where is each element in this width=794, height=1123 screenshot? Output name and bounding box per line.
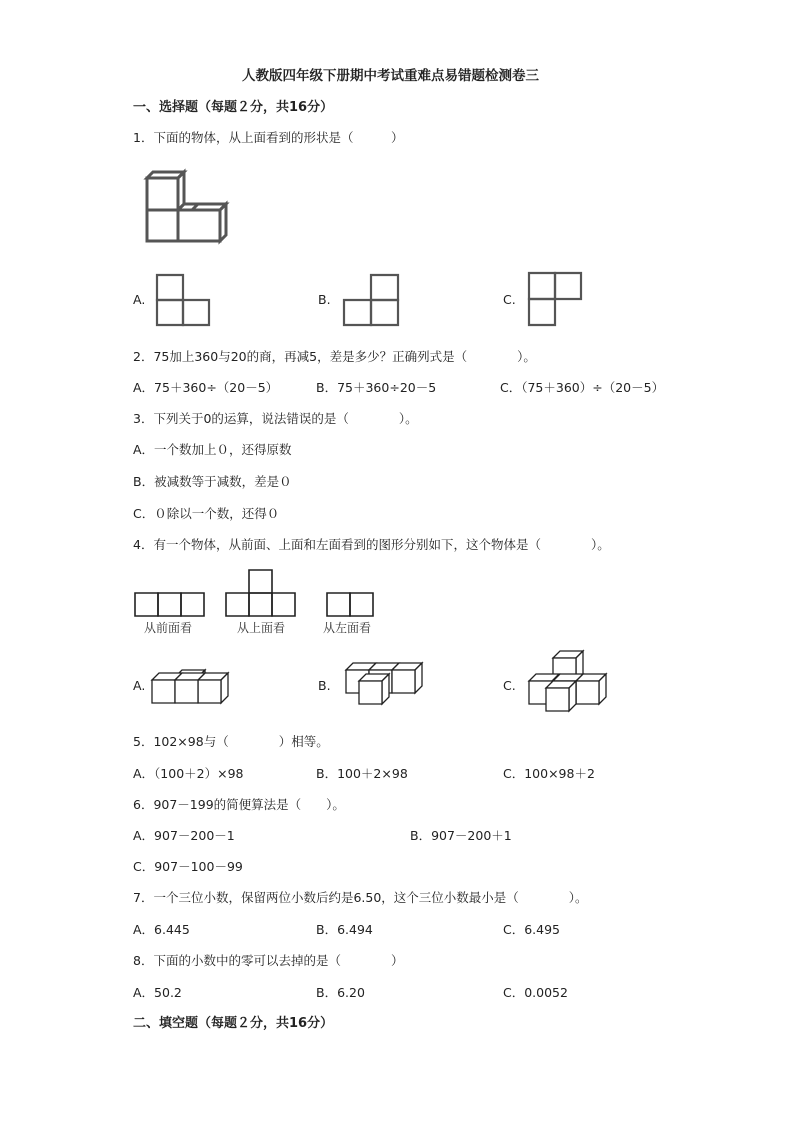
q8-option-c[interactable]: C．0.0052	[503, 985, 568, 1000]
question-4-stem: 4．有一个物体，从前面、上面和左面看到的图形分别如下，这个物体是（ ）。	[133, 537, 610, 552]
q6-option-b[interactable]: B．907－200＋1	[410, 828, 512, 843]
q4-front-view-caption: 从前面看	[144, 621, 193, 635]
q6-option-c[interactable]: C．907－100－99	[133, 859, 243, 874]
q4-option-b-label[interactable]: B.	[318, 678, 331, 693]
section-heading-choice: 一、选择题（每题２分，共16分）	[133, 100, 334, 115]
q4-top-view-figure	[225, 569, 297, 618]
question-6-stem: 6．907－199的简便算法是（ ）。	[133, 797, 345, 812]
q4-option-b-figure	[338, 662, 416, 706]
q8-option-a[interactable]: A．50.2	[133, 985, 182, 1000]
q8-option-b[interactable]: B．6.20	[316, 985, 365, 1000]
q2-option-c[interactable]: C．（75＋360）÷（20－5）	[500, 380, 665, 395]
q4-left-view-caption: 从左面看	[323, 621, 372, 635]
q1-option-a-figure	[156, 274, 210, 326]
question-2-stem: 2．75加上360与20的商，再减5，差是多少？正确列式是（ ）。	[133, 349, 536, 364]
page-title: 人教版四年级下册期中考试重难点易错题检测卷三	[242, 68, 539, 84]
q7-option-c[interactable]: C．6.495	[503, 922, 561, 937]
q7-option-a[interactable]: A．6.445	[133, 922, 190, 937]
q7-option-b[interactable]: B．6.494	[316, 922, 373, 937]
question-5-stem: 5．102×98与（ ）相等。	[133, 734, 329, 749]
q3-option-b[interactable]: B．被减数等于减数，差是０	[133, 474, 292, 489]
question-7-stem: 7．一个三位小数，保留两位小数后约是6.50，这个三位小数最小是（ ）。	[133, 890, 588, 905]
q1-option-c-label[interactable]: C.	[503, 292, 516, 307]
q1-solid-figure	[140, 168, 232, 244]
q5-option-b[interactable]: B．100＋2×98	[316, 766, 408, 781]
q3-option-c[interactable]: C．０除以一个数，还得０	[133, 506, 280, 521]
q1-option-b-label[interactable]: B.	[318, 292, 331, 307]
q4-option-a-label[interactable]: A.	[133, 678, 146, 693]
q4-option-c-label[interactable]: C.	[503, 678, 516, 693]
q5-option-c[interactable]: C．100×98＋2	[503, 766, 595, 781]
q5-option-a[interactable]: A．（100＋2）×98	[133, 766, 244, 781]
q1-option-b-figure	[343, 274, 399, 326]
q2-option-b[interactable]: B．75＋360÷20－5	[316, 380, 437, 395]
q1-option-a-label[interactable]: A.	[133, 292, 146, 307]
section-heading-fill-in: 二、填空题（每题２分，共16分）	[133, 1016, 334, 1031]
q3-option-a[interactable]: A．一个数加上０，还得原数	[133, 442, 292, 457]
q4-left-view-figure	[326, 592, 376, 618]
q4-front-view-figure	[134, 592, 206, 618]
question-3-stem: 3．下列关于0的运算，说法错误的是（ ）。	[133, 411, 418, 426]
q2-option-a[interactable]: A．75＋360÷（20－5）	[133, 380, 279, 395]
q6-option-a[interactable]: A．907－200－1	[133, 828, 235, 843]
q1-option-c-figure	[528, 272, 582, 326]
q4-option-c-figure	[527, 650, 609, 718]
q4-option-a-figure	[150, 664, 226, 704]
q4-top-view-caption: 从上面看	[237, 621, 286, 635]
question-1-stem: 1．下面的物体，从上面看到的形状是（ ）	[133, 130, 404, 145]
question-8-stem: 8．下面的小数中的零可以去掉的是（ ）	[133, 953, 404, 968]
